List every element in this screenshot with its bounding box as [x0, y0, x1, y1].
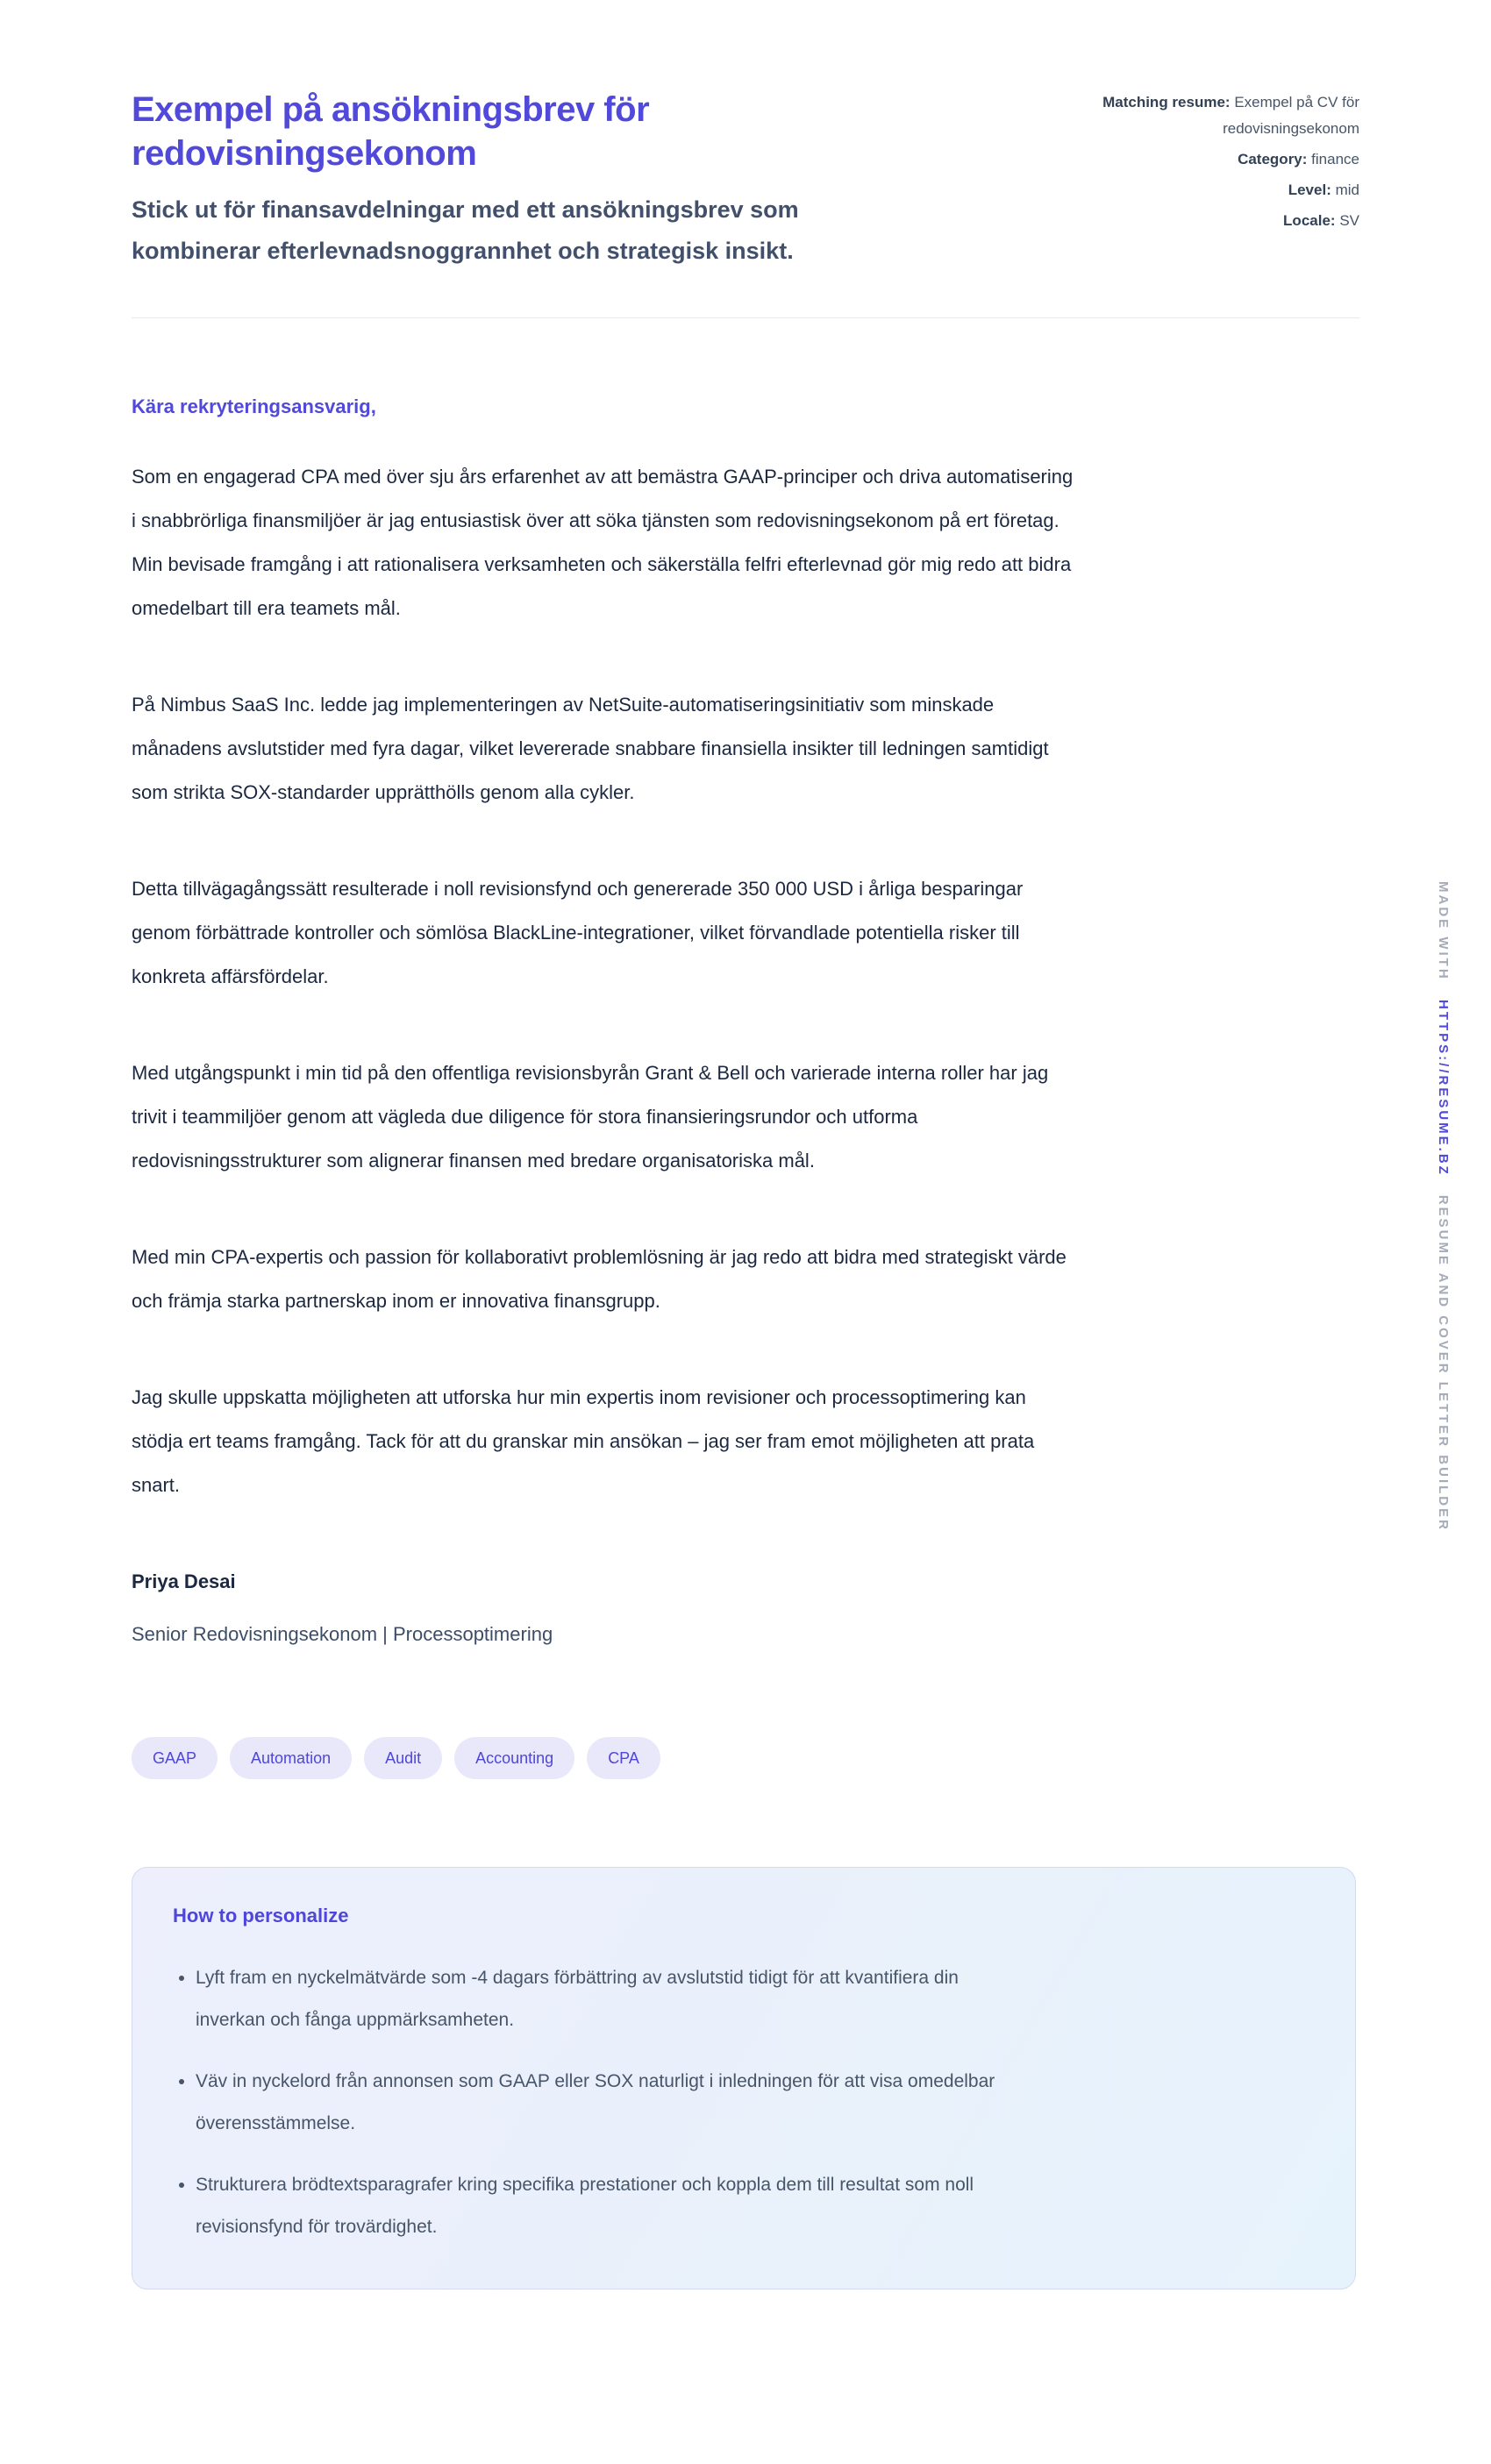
- letter-paragraph: Jag skulle uppskatta möjligheten att utforska hur min expertis inom revisioner och processoptimering kan stödja ert teams framgång. Tack för att du granskar min ansökan – jag ser fram emot möjligheten att prata snart.: [132, 1386, 1035, 1496]
- letter-greeting: Kära rekryteringsansvarig,: [132, 395, 376, 417]
- personalize-tip: • Lyft fram en nyckelmätvärde som -4 dagars förbättring av avslutstid tidigt för att kvantifiera din inverkan och fånga uppmärksamheten.: [196, 1957, 1002, 2041]
- watermark: [1436, 881, 1451, 1635]
- header-title-block: [132, 84, 833, 272]
- tag-gaap[interactable]: GAAP: [132, 1737, 218, 1779]
- letter-paragraph: Som en engagerad CPA med över sju års erfarenhet av att bemästra GAAP-principer och driva automatisering i snabbrörliga finansmiljöer är jag entusiastisk över att söka tjänsten som redovisningsekonom på ert företag. Min bevisade framgång i att rationalisera verksamheten och säkerställa felfri efterlevnad gör mig redo att bidra omedelbart till era teamets mål.: [132, 466, 1074, 619]
- header: [132, 84, 1359, 272]
- meta-matching-resume-label: Matching resume:: [1102, 94, 1231, 110]
- tag-accounting[interactable]: Accounting: [454, 1737, 574, 1779]
- meta-level-value: mid: [1335, 182, 1359, 198]
- meta-locale-label: Locale:: [1283, 212, 1336, 229]
- watermark-made-with: MADE WITH: [1436, 881, 1451, 981]
- letter-paragraph: Detta tillvägagångssätt resulterade i noll revisionsfynd och genererade 350 000 USD i årliga besparingar genom förbättrade kontroller och sömlösa BlackLine-integrationer, vilket förvandlade potentiella risker till konkreta affärsfördelar.: [132, 878, 1024, 987]
- meta-level-label: Level:: [1288, 182, 1331, 198]
- tag-list: [132, 1737, 1359, 1779]
- header-divider: [132, 317, 1359, 318]
- meta-locale-value: SV: [1339, 212, 1359, 229]
- watermark-url-link[interactable]: HTTPS://RESUME.BZ: [1436, 999, 1451, 1177]
- signature-role: Senior Redovisningsekonom | Processoptimering: [132, 1623, 553, 1645]
- personalize-tip: • Väv in nyckelord från annonsen som GAAP eller SOX naturligt i inledningen för att visa omedelbar överensstämmelse.: [196, 2061, 1002, 2145]
- tag-automation[interactable]: Automation: [230, 1737, 352, 1779]
- letter-paragraph: På Nimbus SaaS Inc. ledde jag implementeringen av NetSuite-automatiseringsinitiativ som minskade månadens avslutstider med fyra dagar, vilket levererade snabbare finansiella insikter till ledningen samtidigt som strikta SOX-standarder upprätthölls genom alla cykler.: [132, 694, 1049, 803]
- page-subtitle: Stick ut för finansavdelningar med ett ansökningsbrev som kombinerar efterlevnadsnoggrannhet och strategisk insikt.: [132, 196, 799, 264]
- personalize-tip: • Strukturera brödtextsparagrafer kring specifika prestationer och koppla dem till resultat som noll revisionsfynd för trovärdighet.: [196, 2164, 1002, 2248]
- meta-matching-resume-value: Exempel på CV för redovisningsekonom: [1223, 94, 1359, 137]
- letter-paragraph: Med min CPA-expertis och passion för kollaborativt problemlösning är jag redo att bidra med strategiskt värde och främja starka partnerskap inom er innovativa finansgrupp.: [132, 1246, 1067, 1312]
- meta-category: [1061, 146, 1359, 173]
- meta-matching-resume: [1061, 89, 1359, 142]
- meta-category-label: Category:: [1238, 151, 1308, 167]
- meta-level: [1061, 177, 1359, 203]
- signature-name: Priya Desai: [132, 1570, 236, 1592]
- watermark-tagline: RESUME AND COVER LETTER BUILDER: [1436, 1194, 1451, 1532]
- personalize-title: How to personalize: [173, 1905, 349, 1926]
- page-title: Exempel på ansökningsbrev för redovisningsekonom: [132, 90, 650, 173]
- personalize-box: [132, 1867, 1356, 2290]
- tag-audit[interactable]: Audit: [364, 1737, 442, 1779]
- letter-paragraph: Med utgångspunkt i min tid på den offentliga revisionsbyrån Grant & Bell och varierade interna roller har jag trivit i teammiljöer genom att vägleda due diligence för stora finansieringsrundor och utforma redovisningsstrukturer som alignerar finansen med bredare organisatoriska mål.: [132, 1062, 1049, 1171]
- personalize-list: [173, 1957, 1315, 2248]
- meta-locale: [1061, 208, 1359, 234]
- cover-letter-body: [132, 385, 1359, 1656]
- tag-cpa[interactable]: CPA: [587, 1737, 660, 1779]
- meta-category-value: finance: [1311, 151, 1359, 167]
- meta-panel: [1061, 84, 1359, 239]
